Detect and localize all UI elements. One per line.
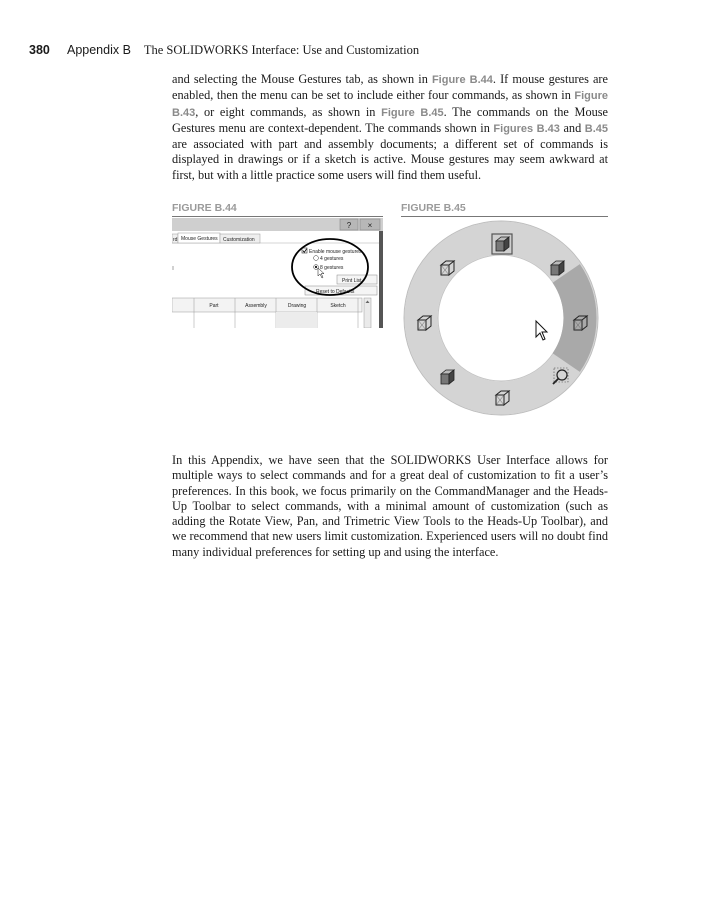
body-paragraph-2: In this Appendix, we have seen that the SOLIDWORKS User Interface allows for multiple ways to select commands and for a great deal of customization to fit a user’s preferences. In this book, we focus primarily on the CommandManager and the Heads-Up Toolbar to select commands, with a minimal amount of customization (such as adding the Rotate View, Pan, and Trimetric View Tools to the Heads-Up Toolbar), and we recommend that new users limit customization. Experienced users will no doubt find many individual preferences for setting up and using the interface. [172,453,608,559]
close-icon: × [367,221,373,230]
figure-reference[interactable]: Figure B.45 [381,106,444,119]
running-header [29,43,419,58]
figure-b44-image [172,218,383,328]
figure-reference[interactable]: B.45 [584,122,609,135]
gesture-lower-left-view-icon[interactable] [441,370,454,384]
figure-b44-caption: FIGURE B.44 [172,202,383,217]
svg-text:Enable mouse gestures: Enable mouse gestures [309,249,362,255]
chapter-title: The SOLIDWORKS Interface: Use and Customization [143,43,420,57]
svg-text:4 gestures: 4 gestures [320,256,344,262]
column-header-part: Part [209,303,219,309]
gesture-upper-right-view-icon[interactable] [551,261,564,275]
column-header-drawing: Drawing [287,303,307,309]
figure-b45-caption: FIGURE B.45 [401,202,608,217]
figure-reference[interactable]: Figures B.43 [493,122,560,135]
figure-reference[interactable]: Figure B.43 [172,90,608,119]
radio-4-gestures[interactable] [314,256,319,261]
svg-text:Print List: Print List [342,278,362,284]
svg-text:Reset to Defaults: Reset to Defaults [316,289,355,295]
body-paragraph-1: and selecting the Mouse Gestures tab, as shown in Figure B.44. If mouse gestures are enabled, then the menu can be set to include either four commands, as shown in Figure B.43, or eight commands, as shown in Figure B.45. The commands on the Mouse Gestures menu are context-dependent. The commands shown in Figures B.43 and B.45 are associated with part and assembly documents; a different set of commands is displayed in drawings or if a sketch is active. Mouse gestures may seem awkward at first, but with a little practice some users will find them useful. [172,72,609,182]
svg-text:Mouse Gestures: Mouse Gestures [181,236,218,242]
top-view-icon [496,237,509,251]
svg-text:rd: rd [173,237,178,243]
page-number: 380 [29,43,50,57]
svg-text:Customization: Customization [223,237,255,243]
column-header-sketch: Sketch [330,303,346,309]
figure-reference[interactable]: Figure B.44 [431,74,493,86]
figure-b45-image [401,218,608,418]
appendix-label: Appendix B [66,43,131,57]
svg-text:8 gestures: 8 gestures [320,265,344,271]
help-icon: ? [346,221,352,230]
highlighted-segment[interactable] [566,273,580,362]
column-header-assembly: Assembly [245,303,267,309]
